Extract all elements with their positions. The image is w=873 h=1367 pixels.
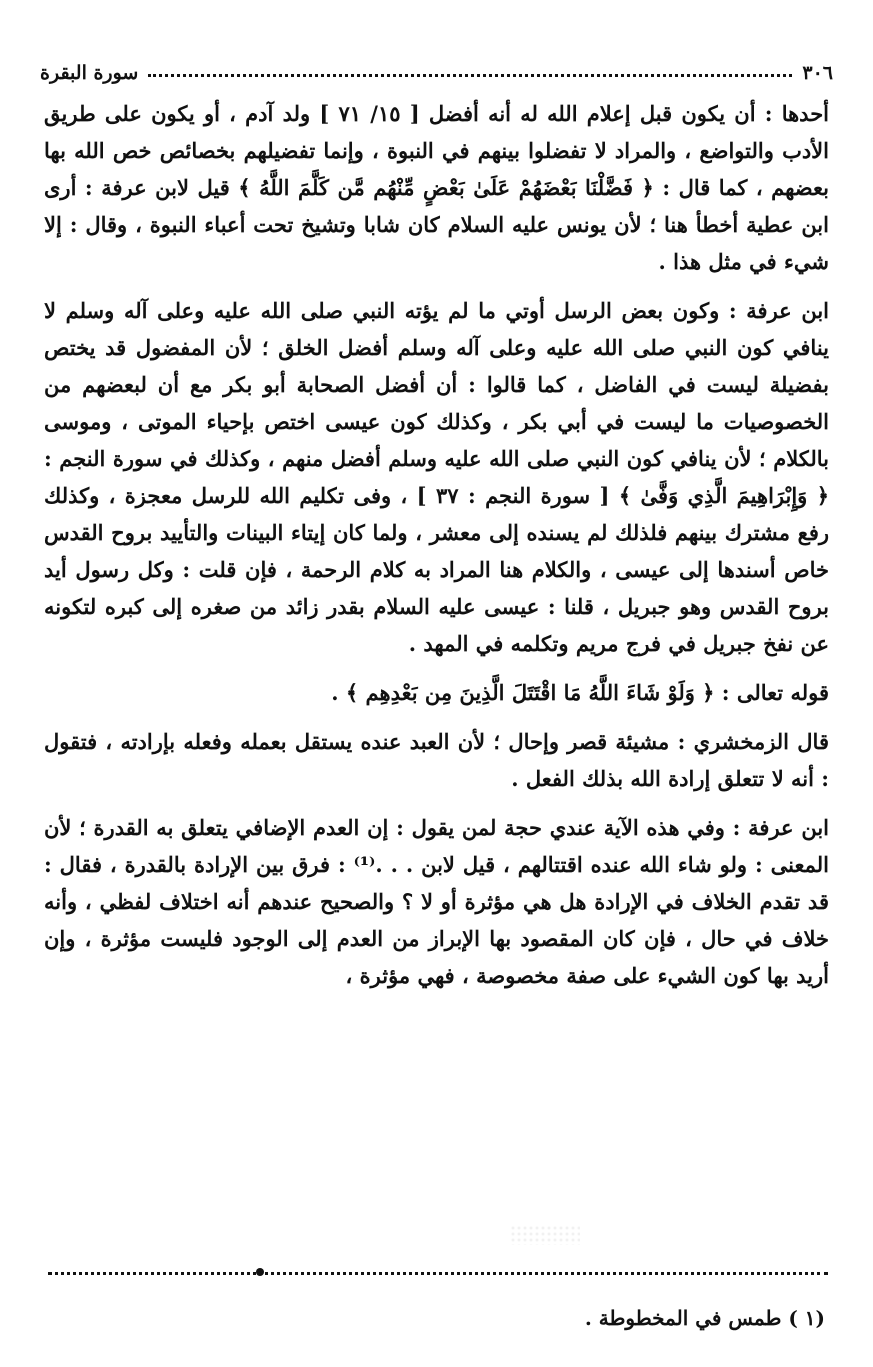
paragraph-2: ابن عرفة : وكون بعض الرسل أوتي ما لم يؤته النبي صلى الله عليه وعلى آله وسلم لا ينافي كون النبي صلى الله عليه وعلى آله وسلم أفضل الخلق ؛ لأن المفضول قد يختص بفضيلة ليست في الفاضل ، كما قالوا : أن أفضل الصحابة أبو بكر مع أن لبعضهم من الخصوصيات ما ليست في أبي بكر ، وكذلك كون عيسى اختص بإحياء الموتى ، وموسى بالكلام ؛ لأن ينافي كون النبي صلى الله عليه وسلم أفضل منهم ، وكذلك في سورة النجم : ﴿ وَإِبْرَاهِيمَ الَّذِي وَفَّىٰ ﴾ [ سورة النجم : ٣٧ ] ، وفى تكليم الله للرسل معجزة ، وكذلك رفع مشترك بينهم فلذلك لم يسنده إلى معشر ، ولما كان إيتاء البينات والتأييد بروح القدس خاص أسندها إلى عيسى ، والكلام هنا المراد به كلام الرحمة ، فإن قلت : وكل رسول أيد بروح القدس وهو جبريل ، قلنا : عيسى عليه السلام بقدر زائد من صغره إلى كبره لتكونه عن نفخ جبريل في فرج مريم وتكلمه في المهد . [44, 298, 830, 656]
footnote-separator [48, 1272, 828, 1275]
paragraph-1: أحدها : أن يكون قبل إعلام الله له أنه أفضل [ ١٥/ ٧١ ] ولد آدم ، أو يكون على طريق الأدب والتواضع ، والمراد لا تفضلوا بينهم في النبوة ، وإنما تفضيلهم بخصائص خص الله بها بعضهم ، كما قال : ﴿ فَضَّلْنَا بَعْضَهُمْ عَلَىٰ بَعْضٍ مِّنْهُم مَّن كَلَّمَ اللَّهُ ﴾ قيل لابن عرفة : أرى ابن عطية أخطأ هنا ؛ لأن يونس عليه السلام كان شابا وتشيخ تحت أعباء النبوة ، وقال : إلا شيء في مثل هذا . [44, 101, 830, 274]
header-dotted-rule [148, 74, 792, 77]
page-body [44, 95, 829, 1006]
paragraph-4: قال الزمخشري : مشيئة قصر وإحال ؛ لأن العبد عنده يستقل بعمله وفعله بإرادته ، فتقول : أنه لا تتعلق إرادة الله بذلك الفعل . [44, 729, 829, 791]
page-header [40, 58, 833, 88]
paragraph-5: ابن عرفة : وفي هذه الآية عندي حجة لمن يقول : إن العدم الإضافي يتعلق به القدرة ؛ لأن المعنى : ولو شاء الله عنده اقتتالهم ، قيل لابن . . .⁽¹⁾ : فرق بين الإرادة بالقدرة ، فقال : قد تقدم الخلاف في الإرادة هل هي مؤثرة أو لا ؟ والصحيح عندهم أنه اختلاف لفظي ، وأنه خلاف في حال ، فإن كان المقصود بها الإبراز من العدم إلى الوجود فليست مؤثرة ، وإن أريد بها كون الشيء على صفة مخصوصة ، فهي مؤثرة ، [44, 815, 829, 988]
scan-artifact [510, 1225, 580, 1245]
page-number: ٣٠٦ [802, 62, 833, 84]
surah-title: سورة البقرة [40, 62, 139, 84]
footnote: (١ ) طمس في المخطوطة . [584, 1306, 825, 1330]
paragraph-3: قوله تعالى : ﴿ وَلَوْ شَاءَ اللَّهُ مَا اقْتَتَلَ الَّذِينَ مِن بَعْدِهِم ﴾ . [331, 680, 829, 705]
